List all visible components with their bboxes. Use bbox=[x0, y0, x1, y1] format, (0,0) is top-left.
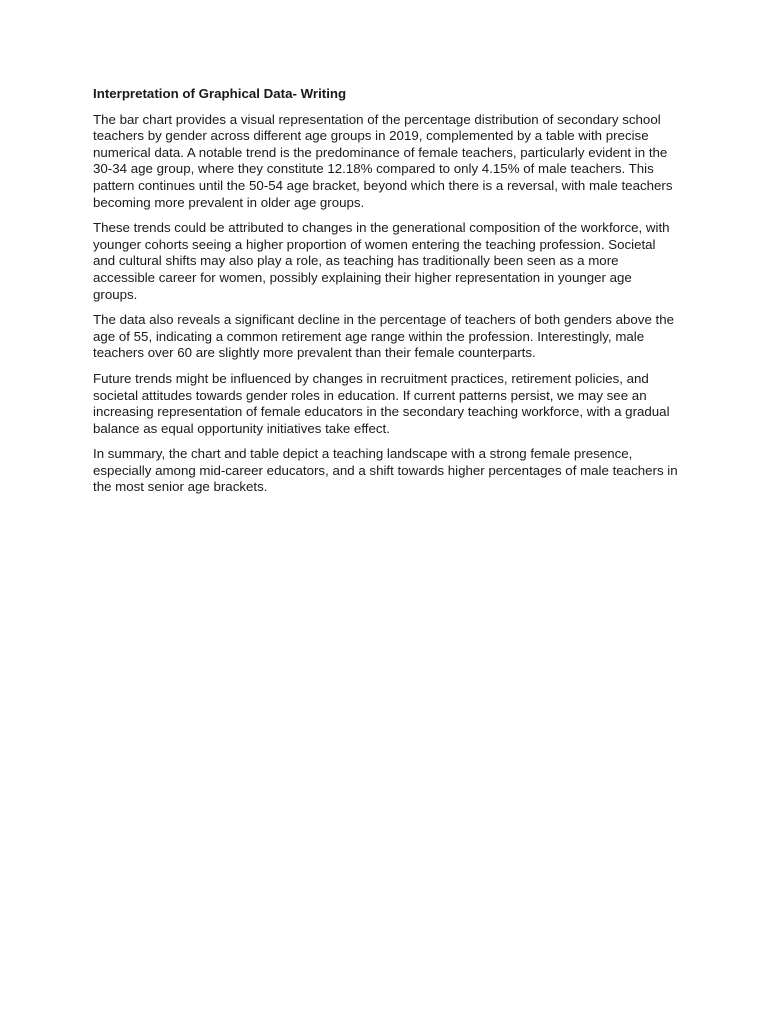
document-body bbox=[93, 86, 678, 505]
document-title: Interpretation of Graphical Data- Writing bbox=[93, 86, 347, 101]
paragraph-decline: The data also reveals a significant decline in the percentage of teachers of both genders above the age of 55, indicating a common retirement age range within the profession. Interestingly, male teachers over 60 are slightly more prevalent than their female counterparts. bbox=[93, 312, 675, 361]
paragraph-future: Future trends might be influenced by changes in recruitment practices, retirement policies, and societal attitudes towards gender roles in education. If current patterns persist, we may see an increasing representation of female educators in the secondary teaching workforce, with a gradual balance as equal opportunity initiatives take effect. bbox=[93, 370, 670, 436]
paragraph-summary: In summary, the chart and table depict a teaching landscape with a strong female presence, especially among mid-career educators, and a shift towards higher percentages of male teachers in the most senior age brackets. bbox=[93, 446, 678, 495]
paragraph-trends: These trends could be attributed to changes in the generational composition of the workforce, with younger cohorts seeing a higher proportion of women entering the teaching profession. Societal and cultural shifts may also play a role, as teaching has traditionally been seen as a more accessible career for women, possibly explaining their higher representation in younger age groups. bbox=[93, 220, 670, 302]
paragraph-intro: The bar chart provides a visual representation of the percentage distribution of secondary school teachers by gender across different age groups in 2019, complemented by a table with precise numerical data. A notable trend is the predominance of female teachers, particularly evident in the 30-34 age group, where they constitute 12.18% compared to only 4.15% of male teachers. This pattern continues until the 50-54 age bracket, beyond which there is a reversal, with male teachers becoming more prevalent in older age groups. bbox=[93, 111, 673, 210]
